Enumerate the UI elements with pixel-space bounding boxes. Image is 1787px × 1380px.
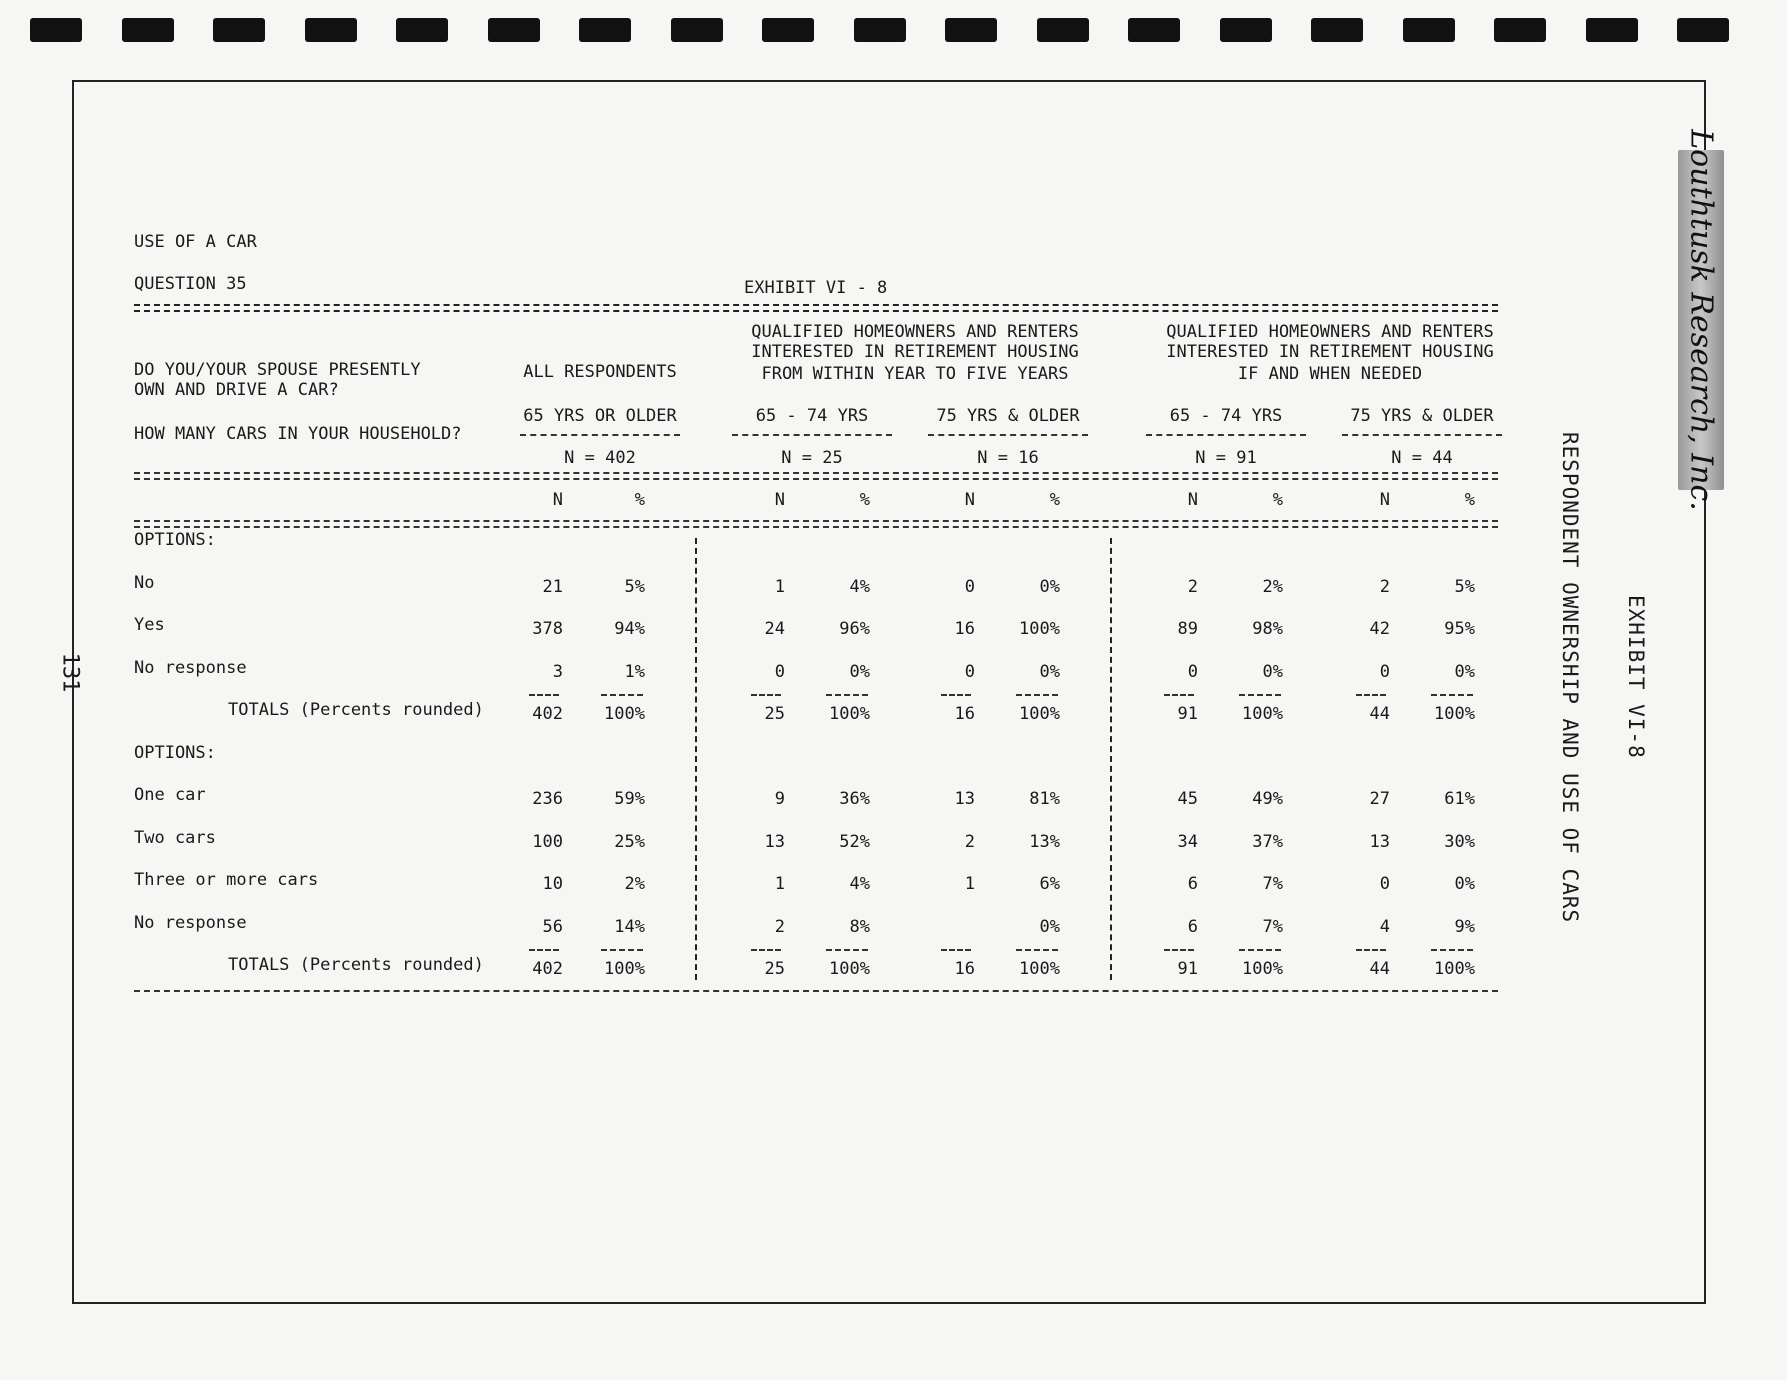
group-2-line-1: QUALIFIED HOMEOWNERS AND RENTERS xyxy=(1166,322,1494,342)
cell-percent: 2% xyxy=(624,874,645,894)
cell-percent: 2% xyxy=(1262,576,1283,597)
stamp-text: Louthtusk Research, Inc. xyxy=(1683,129,1719,511)
binder-hole xyxy=(1037,18,1089,42)
cell-count: 56 xyxy=(542,916,563,937)
binder-hole xyxy=(30,18,82,42)
subtotal-dash xyxy=(751,949,781,951)
group-2-line-3: IF AND WHEN NEEDED xyxy=(1237,364,1423,384)
cell-count: 13 xyxy=(954,789,975,809)
binder-hole xyxy=(945,18,997,42)
cell-count: 4 xyxy=(1379,916,1390,937)
cell-percent: 8% xyxy=(849,916,870,937)
binder-hole xyxy=(1220,18,1272,42)
column-age-label: 75 YRS & OLDER xyxy=(936,406,1080,426)
subtotal-dash xyxy=(1356,949,1386,951)
column-age-underline xyxy=(732,434,892,436)
binder-hole xyxy=(1403,18,1455,42)
subtotal-dash xyxy=(1016,694,1058,696)
cell-count: 24 xyxy=(764,619,785,639)
total-count: 25 xyxy=(764,704,785,724)
cell-percent: 0% xyxy=(1262,661,1283,682)
section-label: OPTIONS: xyxy=(134,742,216,763)
cell-percent: 37% xyxy=(1252,831,1283,852)
binder-hole xyxy=(213,18,265,42)
cell-percent: 0% xyxy=(849,661,870,682)
subtotal-dash xyxy=(601,949,643,951)
row-label: Yes xyxy=(134,615,165,635)
cell-count: 3 xyxy=(552,661,563,682)
column-age-underline xyxy=(1342,434,1502,436)
column-n-count: N = 25 xyxy=(781,448,843,468)
subtotal-dash xyxy=(941,694,971,696)
column-age-underline xyxy=(928,434,1088,436)
section-label: OPTIONS: xyxy=(134,530,216,550)
cell-percent: 52% xyxy=(839,831,870,852)
cell-percent: 4% xyxy=(849,874,870,894)
column-head-n: N xyxy=(964,490,975,510)
cell-count: 9 xyxy=(774,789,785,809)
cell-percent: 14% xyxy=(614,916,645,937)
cell-count: 0 xyxy=(964,661,975,682)
column-head-pct: % xyxy=(859,490,870,510)
cell-percent: 61% xyxy=(1444,789,1475,809)
subtotal-dash xyxy=(1016,949,1058,951)
cell-percent: 4% xyxy=(849,576,870,597)
subtotal-dash xyxy=(529,949,559,951)
column-n-count: N = 402 xyxy=(564,448,636,468)
side-exhibit-title: EXHIBIT VI-8 xyxy=(1624,595,1648,759)
cell-percent: 81% xyxy=(1029,789,1060,809)
binder-hole xyxy=(1677,18,1729,42)
totals-label: TOTALS (Percents rounded) xyxy=(228,700,484,720)
column-head-pct: % xyxy=(1049,490,1060,510)
cell-count: 10 xyxy=(542,874,563,894)
subtotal-dash xyxy=(1239,949,1281,951)
binder-hole xyxy=(1128,18,1180,42)
column-age-underline xyxy=(1146,434,1306,436)
total-percent: 100% xyxy=(1434,959,1475,979)
subtotal-dash xyxy=(1164,949,1194,951)
cell-percent: 0% xyxy=(1039,661,1060,682)
cell-percent: 0% xyxy=(1039,916,1060,937)
cell-count: 236 xyxy=(532,789,563,809)
binder-hole xyxy=(1494,18,1546,42)
page-number: 131 xyxy=(57,652,83,693)
cell-percent: 100% xyxy=(1019,619,1060,639)
group-1-line-2: INTERESTED IN RETIREMENT HOUSING xyxy=(751,342,1079,362)
subtotal-dash xyxy=(601,694,643,696)
cell-count: 6 xyxy=(1187,916,1198,937)
cell-percent: 5% xyxy=(624,576,645,597)
cell-count: 16 xyxy=(954,619,975,639)
question-1-line-2: OWN AND DRIVE A CAR? xyxy=(134,380,339,400)
column-age-label: 65 - 74 YRS xyxy=(755,406,869,426)
cell-count: 27 xyxy=(1369,789,1390,809)
cell-count: 2 xyxy=(774,916,785,937)
separator-1 xyxy=(695,538,697,980)
group-1-line-3: FROM WITHIN YEAR TO FIVE YEARS xyxy=(761,364,1069,384)
cell-percent: 59% xyxy=(614,789,645,809)
row-label: Three or more cars xyxy=(134,870,319,890)
total-count: 91 xyxy=(1177,959,1198,979)
cell-percent: 9% xyxy=(1454,916,1475,937)
column-age-label: 65 - 74 YRS xyxy=(1169,406,1283,426)
cell-count: 2 xyxy=(1379,576,1390,597)
column-age-label: 75 YRS & OLDER xyxy=(1350,406,1494,426)
binder-hole xyxy=(122,18,174,42)
cell-percent: 7% xyxy=(1262,874,1283,894)
cell-percent: 7% xyxy=(1262,916,1283,937)
binder-hole xyxy=(1586,18,1638,42)
cell-percent: 0% xyxy=(1454,874,1475,894)
column-n-count: N = 16 xyxy=(977,448,1039,468)
binder-hole xyxy=(854,18,906,42)
rule-below-col-heads-2 xyxy=(134,526,1498,528)
rule-below-col-heads xyxy=(134,520,1498,522)
row-label: No response xyxy=(134,657,247,678)
group-all-respondents: ALL RESPONDENTS xyxy=(523,362,677,382)
subtotal-dash xyxy=(826,694,868,696)
cell-percent: 5% xyxy=(1454,576,1475,597)
cell-count: 2 xyxy=(1187,576,1198,597)
total-percent: 100% xyxy=(1242,959,1283,979)
column-head-pct: % xyxy=(634,490,645,510)
binder-hole xyxy=(762,18,814,42)
cell-percent: 0% xyxy=(1039,576,1060,597)
company-stamp xyxy=(1678,129,1724,511)
binder-hole xyxy=(396,18,448,42)
cell-count: 1 xyxy=(774,576,785,597)
cell-count: 0 xyxy=(1379,661,1390,682)
cell-percent: 30% xyxy=(1444,831,1475,852)
cell-percent: 0% xyxy=(1454,661,1475,682)
subtotal-dash xyxy=(1431,949,1473,951)
total-count: 16 xyxy=(954,704,975,724)
cell-count: 0 xyxy=(774,661,785,682)
total-count: 16 xyxy=(954,959,975,979)
total-percent: 100% xyxy=(1019,704,1060,724)
header-double-rule xyxy=(134,304,1498,312)
question-2: HOW MANY CARS IN YOUR HOUSEHOLD? xyxy=(134,424,462,444)
total-percent: 100% xyxy=(1242,704,1283,724)
question-number: QUESTION 35 xyxy=(134,274,247,294)
exhibit-label: EXHIBIT VI - 8 xyxy=(744,278,888,298)
cell-count: 1 xyxy=(774,874,785,894)
cell-count: 13 xyxy=(1369,831,1390,852)
question-1-line-1: DO YOU/YOUR SPOUSE PRESENTLY xyxy=(134,360,421,380)
separator-2 xyxy=(1110,538,1112,980)
cell-percent: 6% xyxy=(1039,874,1060,894)
cell-count: 89 xyxy=(1177,619,1198,639)
cell-count: 0 xyxy=(1379,874,1390,894)
table-bottom-rule xyxy=(134,990,1498,992)
cell-percent: 94% xyxy=(614,619,645,639)
total-percent: 100% xyxy=(1434,704,1475,724)
cell-percent: 36% xyxy=(839,789,870,809)
rule-below-n xyxy=(134,472,1498,474)
cell-percent: 1% xyxy=(624,661,645,682)
total-count: 44 xyxy=(1369,704,1390,724)
subtotal-dash xyxy=(1431,694,1473,696)
total-percent: 100% xyxy=(829,704,870,724)
column-head-pct: % xyxy=(1272,490,1283,510)
total-percent: 100% xyxy=(604,959,645,979)
total-count: 402 xyxy=(532,704,563,724)
total-count: 25 xyxy=(764,959,785,979)
cell-count: 34 xyxy=(1177,831,1198,852)
subtotal-dash xyxy=(1239,694,1281,696)
rule-below-n-2 xyxy=(134,478,1498,480)
binder-hole xyxy=(671,18,723,42)
column-n-count: N = 91 xyxy=(1195,448,1257,468)
cell-count: 13 xyxy=(764,831,785,852)
cell-percent: 25% xyxy=(614,831,645,852)
cell-count: 0 xyxy=(1187,661,1198,682)
cell-count: 42 xyxy=(1369,619,1390,639)
column-age-underline xyxy=(520,434,680,436)
subtotal-dash xyxy=(1164,694,1194,696)
page-frame xyxy=(72,80,1706,1304)
total-percent: 100% xyxy=(1019,959,1060,979)
cell-percent: 96% xyxy=(839,619,870,639)
binder-holes xyxy=(30,18,1750,44)
cell-count: 378 xyxy=(532,619,563,639)
total-percent: 100% xyxy=(829,959,870,979)
subtotal-dash xyxy=(529,694,559,696)
cell-count: 2 xyxy=(964,831,975,852)
column-head-n: N xyxy=(552,490,563,510)
total-percent: 100% xyxy=(604,704,645,724)
cell-percent: 98% xyxy=(1252,619,1283,639)
cell-count: 6 xyxy=(1187,874,1198,894)
column-head-n: N xyxy=(774,490,785,510)
subtotal-dash xyxy=(826,949,868,951)
column-head-pct: % xyxy=(1464,490,1475,510)
cell-percent: 95% xyxy=(1444,619,1475,639)
subtotal-dash xyxy=(1356,694,1386,696)
total-count: 402 xyxy=(532,959,563,979)
group-2-line-2: INTERESTED IN RETIREMENT HOUSING xyxy=(1166,342,1494,362)
row-label: No xyxy=(134,572,155,593)
binder-hole xyxy=(305,18,357,42)
row-label: Two cars xyxy=(134,827,216,848)
cell-count: 1 xyxy=(964,874,975,894)
group-1-line-1: QUALIFIED HOMEOWNERS AND RENTERS xyxy=(751,322,1079,342)
column-head-n: N xyxy=(1187,490,1198,510)
binder-hole xyxy=(1311,18,1363,42)
totals-label: TOTALS (Percents rounded) xyxy=(228,955,484,975)
cell-percent: 49% xyxy=(1252,789,1283,809)
subtotal-dash xyxy=(941,949,971,951)
document-title: USE OF A CAR xyxy=(134,232,257,252)
column-head-n: N xyxy=(1379,490,1390,510)
column-n-count: N = 44 xyxy=(1391,448,1453,468)
binder-hole xyxy=(579,18,631,42)
row-label: One car xyxy=(134,785,206,805)
cell-count: 45 xyxy=(1177,789,1198,809)
row-label: No response xyxy=(134,912,247,933)
binder-hole xyxy=(488,18,540,42)
column-age-label: 65 YRS OR OLDER xyxy=(523,406,677,426)
cell-count: 100 xyxy=(532,831,563,852)
cell-count: 21 xyxy=(542,576,563,597)
total-count: 44 xyxy=(1369,959,1390,979)
total-count: 91 xyxy=(1177,704,1198,724)
cell-count: 0 xyxy=(964,576,975,597)
subtotal-dash xyxy=(751,694,781,696)
side-subtitle: RESPONDENT OWNERSHIP AND USE OF CARS xyxy=(1558,432,1582,924)
cell-percent: 13% xyxy=(1029,831,1060,852)
